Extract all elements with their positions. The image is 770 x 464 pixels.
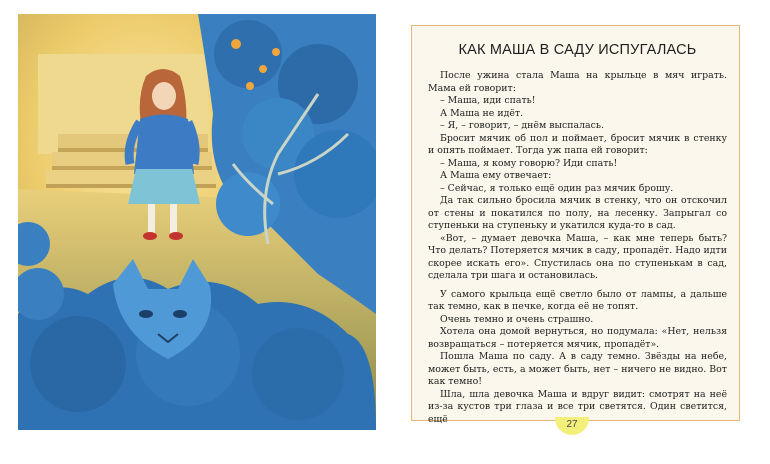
illustration-girl-in-garden: [18, 14, 376, 430]
paragraph: Пошла Маша по саду. А в саду темно. Звёзды на небе, может быть, есть, а может быть, нет – ничего не видно. Вот как темно!: [428, 351, 727, 387]
paragraph: – Маша, иди спать!: [440, 95, 536, 106]
paragraph: А Маша ему отвечает:: [440, 170, 552, 181]
paragraph: Очень темно и очень страшно.: [440, 313, 594, 325]
paragraph: Да так сильно бросила мячик в стенку, что он отскочил от стены и покатился по полу, на лесенку. Запрыгал со ступеньки на ступеньку и укатился куда-то в сад.: [428, 195, 727, 231]
illustration-art: [18, 14, 376, 430]
paragraph: – Сейчас, я только ещё один раз мячик брошу.: [440, 182, 674, 194]
story-title: КАК МАША В САДУ ИСПУГАЛАСЬ: [458, 42, 697, 58]
paragraph: Шла, шла девочка Маша и вдруг видит: смотрят на неё из-за кустов три глаза и все три светятся. Один светится, ещё: [428, 388, 727, 425]
paragraph: У самого крыльца ещё светло было от лампы, а дальше так темно, как в печке, когда её не топят.: [428, 288, 727, 312]
paragraph: А Маша не идёт.: [440, 107, 524, 119]
paragraph: «Вот, – думает девочка Маша, – как мне теперь быть? Что делать? Потеряется мячик в саду, пропадёт. Надо идти скорее искать его». Спустилась она по ступенькам в сад, сделала три шага и остановилась.: [428, 232, 727, 281]
story-body: [428, 70, 727, 426]
page-number: 27: [555, 417, 589, 435]
paragraph: – Я, – говорит, – днём выспалась.: [440, 120, 604, 131]
paragraph: После ужина стала Маша на крыльце в мяч играть. Мама ей говорит:: [428, 70, 727, 94]
paragraph: Хотела она домой вернуться, но подумала: «Нет, нельзя возвращаться – потеряется мячик, пропадёт».: [428, 326, 727, 350]
paragraph: Бросит мячик об пол и поймает, бросит мячик в стенку и опять поймает. Тогда уж папа ей говорит:: [428, 132, 727, 156]
paragraph: – Маша, я кому говорю? Иди спать!: [440, 157, 618, 169]
